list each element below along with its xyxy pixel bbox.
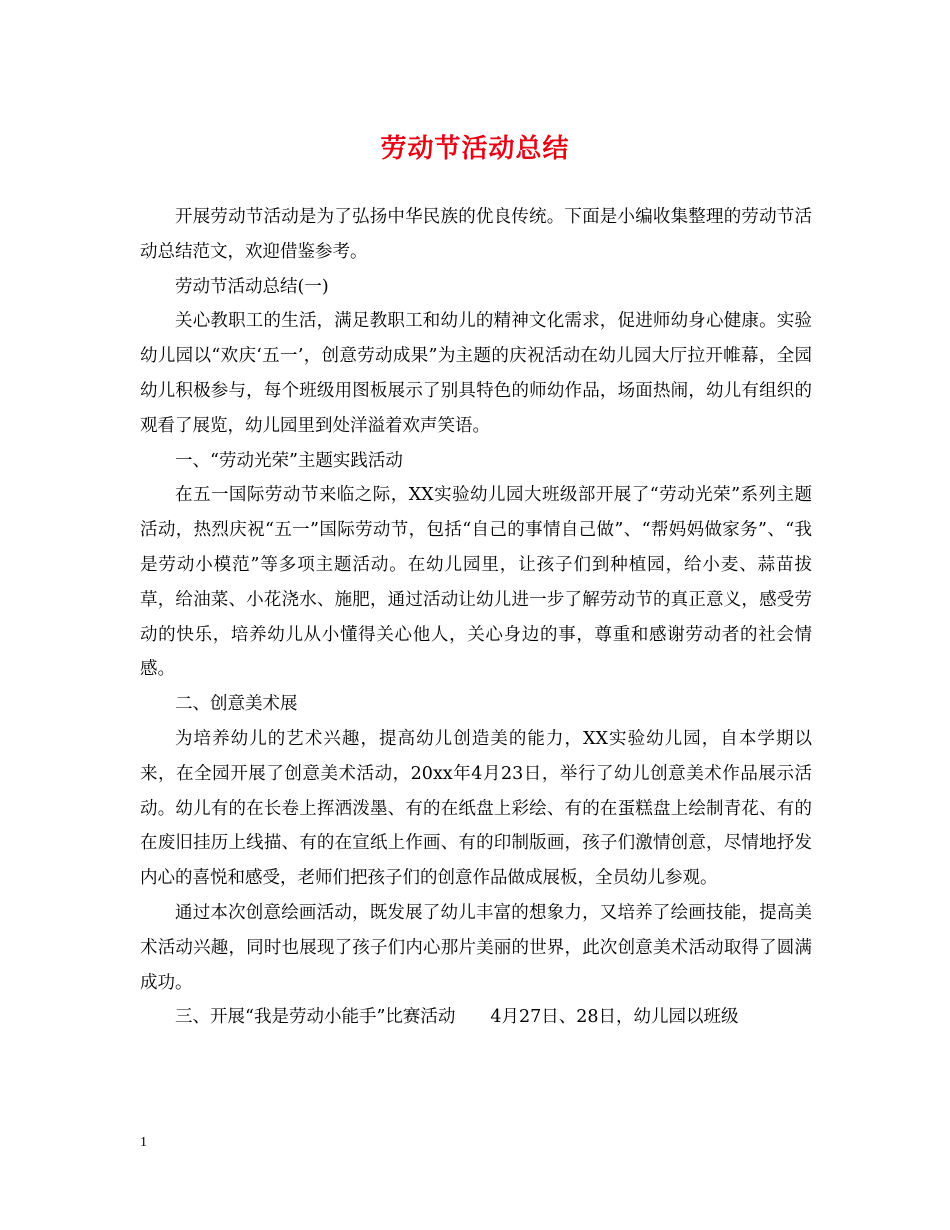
document-title: 劳动节活动总结: [380, 134, 570, 164]
section-heading-1: 一、“劳动光荣”主题实践活动: [175, 450, 403, 471]
paragraph-section-2: 为培养幼儿的艺术兴趣，提高幼儿创造美的能力，XX实验幼儿园，自本学期以来，在全园开展了创意美术活动，20xx年4月23日，举行了幼儿创意美术作品展示活动。幼儿有的在长卷上挥洒泼墨、有的在纸盘上彩绘、有的在蛋糕盘上绘制青花、有的在废旧挂历上线描、有的在宣纸上作画、有的印制版画，孩子们激情创意，尽情地抒发内心的喜悦和感受，老师们把孩子们的创意作品做成展板，全员幼儿参观。: [140, 728, 812, 889]
section-heading-2: 二、创意美术展: [175, 694, 298, 715]
section-heading-3: 三、开展“我是劳动小能手”比赛活动 4月27日、28日，幼儿园以班级: [175, 1007, 739, 1028]
paragraph-section-1: 在五一国际劳动节来临之际，XX实验幼儿园大班级部开展了“劳动光荣”系列主题活动，热烈庆祝“五一”国际劳动节，包括“自己的事情自己做”、“帮妈妈做家务”、“我是劳动小模范”等多项主题活动。在幼儿园里，让孩子们到种植园，给小麦、蒜苗拔草，给油菜、小花浇水、施肥，通过活动让幼儿进一步了解劳动节的真正意义，感受劳动的快乐，培养幼儿从小懂得关心他人，关心身边的事，尊重和感谢劳动者的社会情感。: [140, 485, 812, 680]
paragraph-overview: 关心教职工的生活，满足教职工和幼儿的精神文化需求，促进师幼身心健康。实验幼儿园以“欢庆‘五一’，创意劳动成果”为主题的庆祝活动在幼儿园大厅拉开帷幕，全园幼儿积极参与，每个班级用图板展示了别具特色的师幼作品，场面热闹，幼儿有组织的观看了展览，幼儿园里到处洋溢着欢声笑语。: [140, 311, 812, 436]
paragraph-section-2-conclusion: 通过本次创意绘画活动，既发展了幼儿丰富的想象力，又培养了绘画技能，提高美术活动兴趣，同时也展现了孩子们内心那片美丽的世界，此次创意美术活动取得了圆满成功。: [140, 902, 812, 993]
page-number: 1: [140, 1135, 147, 1150]
paragraph-subtitle: 劳动节活动总结(一): [175, 276, 329, 297]
paragraph-intro: 开展劳动节活动是为了弘扬中华民族的优良传统。下面是小编收集整理的劳动节活动总结范文，欢迎借鉴参考。: [140, 207, 812, 262]
document-body: [140, 200, 812, 1035]
